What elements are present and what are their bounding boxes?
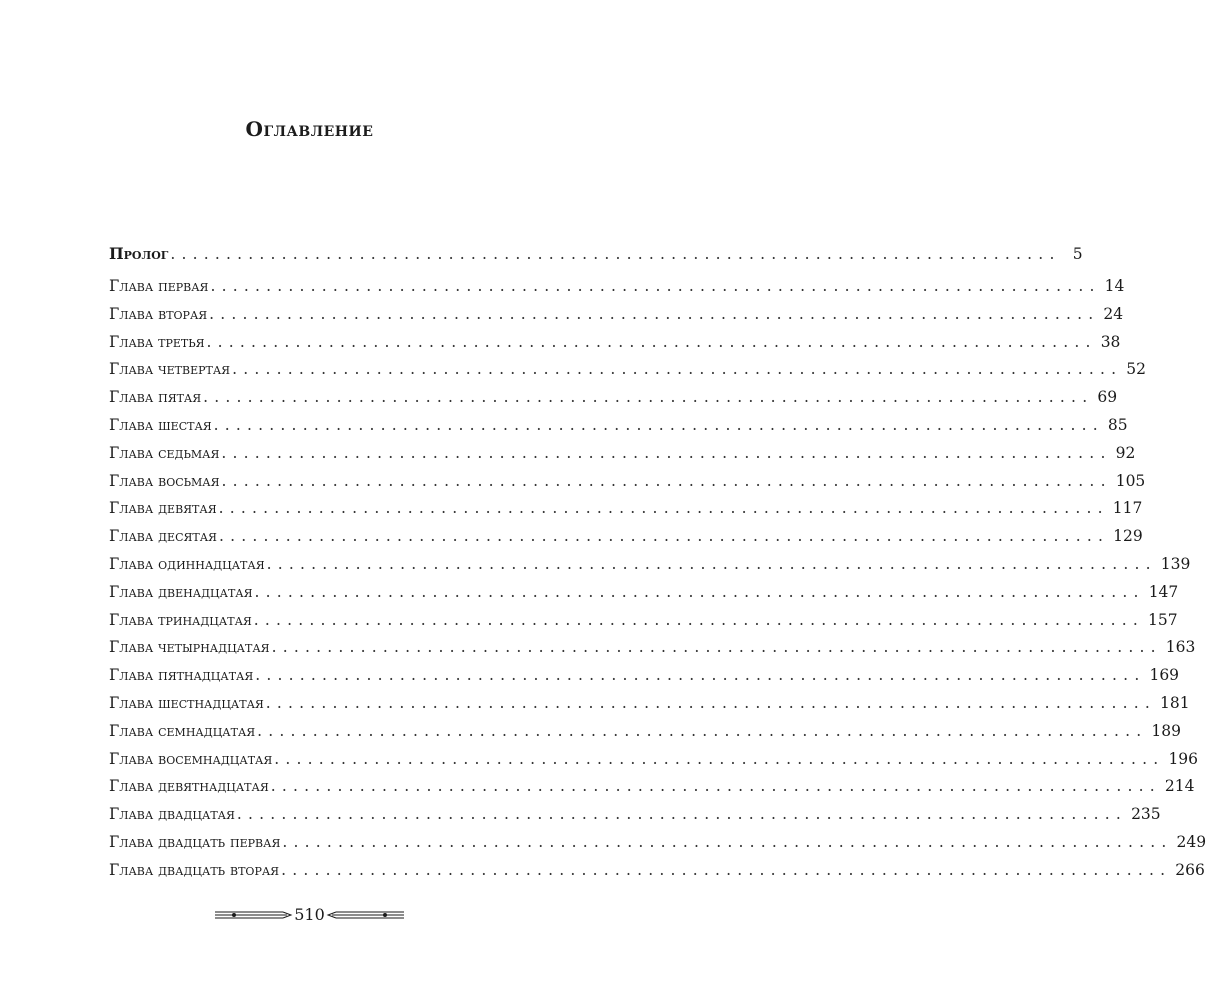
toc-entry (109, 777, 1195, 805)
toc-leader-dots: ................................................................................ (255, 666, 1146, 685)
toc-leader-dots: ................................................................................ (253, 610, 1144, 629)
toc-leader-dots: ................................................................................ (257, 721, 1148, 740)
toc-entry-title: Глава третья (109, 332, 205, 351)
toc-entry-page-number: 117 (1112, 499, 1143, 518)
toc-entry-page-number: 92 (1115, 443, 1136, 462)
toc-entry-title: Глава двадцать вторая (109, 860, 280, 879)
toc-entry-page-number: 249 (1176, 832, 1206, 851)
toc-entry-page-number: 189 (1151, 721, 1181, 740)
toc-entry (109, 721, 1181, 750)
toc-leader-dots: ................................................................................ (274, 749, 1165, 768)
page-footer (0, 905, 619, 924)
toc-leader-dots: ................................................................................ (232, 360, 1123, 379)
toc-entry-title: Глава восьмая (109, 471, 220, 490)
toc-entry (109, 527, 1143, 555)
toc-entry-title: Глава первая (109, 277, 209, 295)
toc-entry-page-number: 139 (1160, 554, 1191, 573)
toc-entry-title: Глава тринадцатая (109, 610, 252, 629)
toc-entry (109, 832, 1206, 861)
toc-entry (109, 693, 1190, 722)
toc-leader-dots: ................................................................................ (270, 777, 1161, 796)
toc-entry-title: Глава девятнадцатая (109, 777, 269, 796)
toc-entry-title: Глава двенадцатая (109, 582, 253, 601)
toc-leader-dots: ................................................................................ (282, 832, 1173, 851)
toc-entry-page-number: 196 (1168, 749, 1199, 768)
toc-entry (109, 749, 1199, 778)
toc-entry-title: Глава двадцать первая (109, 832, 281, 851)
toc-entry (109, 443, 1136, 472)
toc-entry-page-number: 181 (1159, 693, 1190, 712)
right-ornament-icon (326, 908, 404, 922)
toc-entry (109, 471, 1146, 500)
toc-leader-dots: ................................................................................ (281, 860, 1172, 879)
toc-entry-title: Глава восемнадцатая (109, 749, 273, 768)
toc-entry-page-number: 169 (1149, 666, 1180, 685)
toc-leader-dots: ................................................................................ (271, 638, 1162, 657)
toc-entry-page-number: 214 (1164, 777, 1195, 796)
toc-entry (109, 554, 1191, 583)
toc-entry (109, 610, 1178, 639)
toc-entry-title: Глава десятая (109, 527, 217, 546)
toc-entry (109, 499, 1143, 527)
toc-entry (109, 304, 1124, 333)
toc-entry-title: Пролог (109, 244, 169, 263)
toc-leader-dots: ................................................................................ (266, 554, 1157, 573)
toc-entry-title: Глава вторая (109, 304, 208, 323)
toc-entry (109, 805, 1161, 833)
toc-entry-page-number: 69 (1097, 388, 1118, 407)
toc-leader-dots: ................................................................................ (265, 693, 1156, 712)
toc-entry-page-number: 5 (1072, 245, 1083, 263)
toc-entry-page-number: 85 (1107, 415, 1128, 434)
toc-entry (109, 415, 1128, 444)
toc-entry-page-number: 157 (1147, 610, 1178, 629)
left-ornament-icon (215, 908, 293, 922)
toc-entry (109, 860, 1205, 889)
toc-leader-dots: ................................................................................ (218, 499, 1109, 518)
table-of-contents (109, 244, 1206, 889)
toc-entry-title: Глава четырнадцатая (109, 638, 270, 657)
toc-leader-dots: ................................................................................ (213, 415, 1104, 434)
toc-leader-dots: ................................................................................ (209, 304, 1100, 323)
toc-entry (109, 332, 1121, 361)
toc-entry (109, 388, 1118, 416)
page-number: 510 (294, 905, 325, 924)
toc-entry-title: Глава семнадцатая (109, 721, 256, 740)
toc-entry-title: Глава девятая (109, 499, 217, 518)
toc-entry-page-number: 52 (1126, 360, 1146, 379)
toc-entry-page-number: 235 (1131, 805, 1161, 824)
toc-entry-title: Глава пятнадцатая (109, 666, 254, 685)
page-title: Оглавление (245, 117, 374, 141)
toc-entry-title: Глава седьмая (109, 443, 220, 462)
toc-entry-page-number: 266 (1175, 860, 1205, 879)
toc-entry-title: Глава четвертая (109, 360, 231, 379)
toc-entry (109, 277, 1125, 305)
toc-leader-dots: ................................................................................ (221, 471, 1112, 490)
toc-entry (109, 582, 1179, 611)
toc-entry (109, 360, 1146, 388)
toc-entry-page-number: 14 (1104, 277, 1125, 295)
toc-entry-page-number: 105 (1115, 471, 1146, 490)
toc-entry-title: Глава двадцатая (109, 805, 235, 824)
toc-entry-page-number: 163 (1165, 638, 1196, 657)
toc-entry (109, 638, 1196, 666)
toc-leader-dots: ................................................................................ (218, 527, 1110, 546)
toc-entry-page-number: 38 (1100, 332, 1121, 351)
toc-entry-page-number: 24 (1103, 304, 1124, 323)
toc-leader-dots: ................................................................................ (203, 388, 1094, 407)
toc-entry-page-number: 129 (1113, 527, 1143, 546)
toc-leader-dots: ................................................................................ (170, 245, 1061, 263)
toc-entry-title: Глава шестая (109, 415, 212, 434)
toc-leader-dots: ................................................................................ (206, 332, 1097, 351)
toc-entry-prologue (109, 244, 1083, 277)
toc-entry-title: Глава одиннадцатая (109, 554, 265, 573)
toc-entry-title: Глава шестнадцатая (109, 693, 264, 712)
toc-leader-dots: ................................................................................ (221, 443, 1112, 462)
toc-leader-dots: ................................................................................ (210, 277, 1101, 295)
toc-entry (109, 666, 1180, 694)
toc-entry-page-number: 147 (1148, 582, 1179, 601)
toc-entry-title: Глава пятая (109, 388, 202, 407)
toc-leader-dots: ................................................................................ (254, 582, 1145, 601)
toc-leader-dots: ................................................................................ (236, 805, 1128, 824)
